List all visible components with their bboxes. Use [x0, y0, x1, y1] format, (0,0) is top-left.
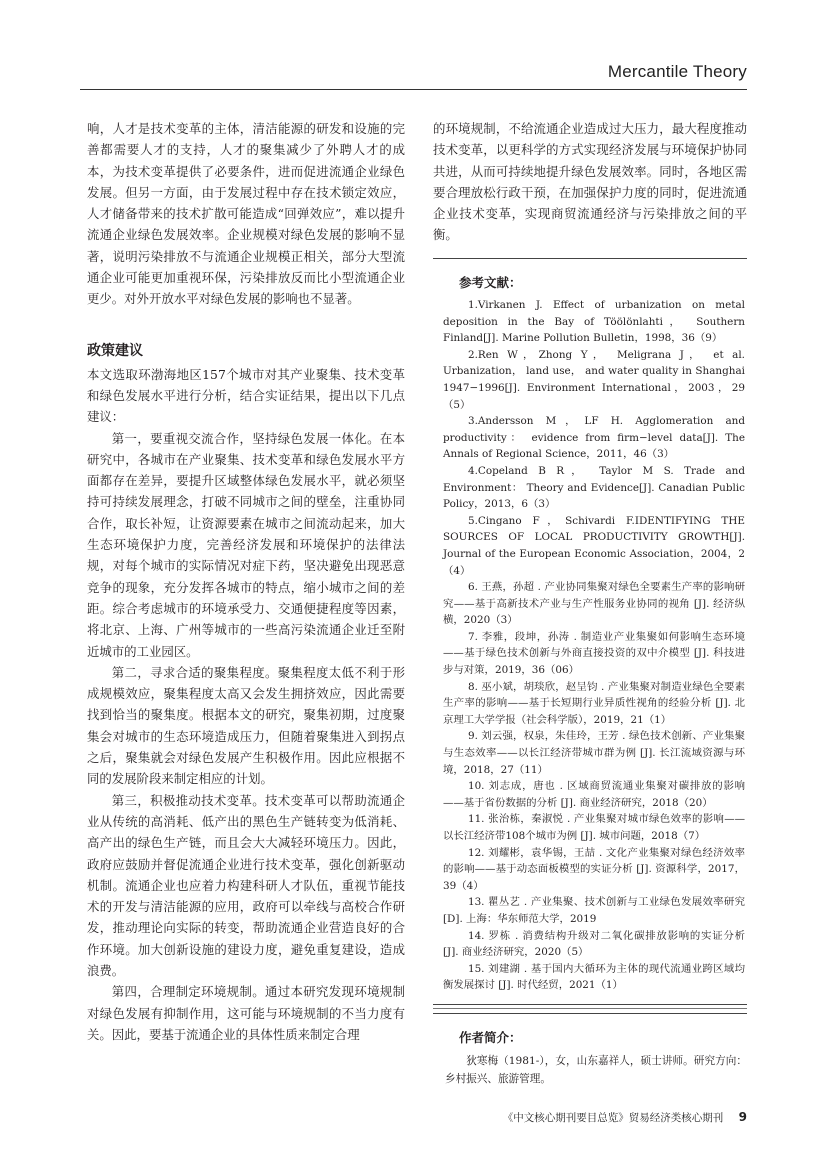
- footer-journal-note: 《中文核心期刊要目总览》贸易经济类核心期刊: [502, 1112, 724, 1124]
- reference-item: 3.Andersson M，LF H. Agglomeration and productivity： evidence from firm−level data[J]. The Annals of Regional Science，2011，46（3）: [443, 415, 745, 461]
- page-number: 9: [738, 1110, 747, 1124]
- paragraph-continued: 响，人才是技术变革的主体，清洁能源的研发和设施的完善都需要人才的支持，人才的聚集减少了外聘人才的成本，为技术变革提供了必要条件，进而促进流通企业绿色发展。但另一方面，由于发展过程中存在技术锁定效应，人才储备带来的技术扩散可能造成“回弹效应”，难以提升流通企业绿色发展效率。企业规模对绿色发展的影响不显著，说明污染排放不与流通企业规模正相关，部分大型流通企业可能更加重视环保，污染排放反而比小型流通企业更少。对外开放水平对绿色发展的影响也不显著。: [87, 121, 405, 307]
- divider: [433, 1004, 747, 1005]
- reference-item: 13. 瞿丛艺 . 产业集聚、技术创新与工业绿色发展效率研究 [D]. 上海：华东师范大学，2019: [443, 896, 745, 925]
- reference-item: 12. 刘耀彬，袁华锡，王喆 . 文化产业集聚对绿色经济效率的影响——基于动态面板模型的实证分析 [J]. 资源科学，2017，39（4）: [443, 846, 745, 892]
- reference-item: 6. 王燕，孙超 . 产业协同集聚对绿色全要素生产率的影响研究——基于高新技术产业与生产性服务业协同的视角 [J]. 经济纵横，2020（3）: [443, 581, 745, 627]
- section-title: 政策建议: [87, 342, 143, 359]
- references-list: [433, 297, 747, 994]
- references-top-rule: [433, 258, 747, 259]
- header-rule: [80, 89, 747, 90]
- author-bio: 狄寒梅（1981-），女，山东嘉祥人，硕士讲师。研究方向：乡村振兴、旅游管理。: [445, 1055, 747, 1085]
- reference-item: 14. 罗栋 . 消费结构升级对二氧化碳排放影响的实证分析 [J]. 商业经济研究，2020（5）: [443, 929, 745, 959]
- reference-item: 5.Cingano F，Schivardi F.IDENTIFYING THE SOURCES OF LOCAL PRODUCTIVITY GROWTH[J]. Journal of the European Economic Association，2004，2（4）: [443, 514, 745, 577]
- recommendation-2: 第二，寻求合适的聚集程度。聚集程度太低不利于形成规模效应，聚集程度太高又会发生拥挤效应，因此需要找到恰当的聚集度。根据本文的研究，聚集初期，过度聚集会对城市的生态环境造成压力，但随着聚集进入到拐点之后，聚集就会对绿色发展产生积极作用。因此应根据不同的发展阶段来制定相应的计划。: [87, 664, 405, 787]
- right-column: [433, 118, 747, 246]
- recommendation-1: 第一，要重视交流合作，坚持绿色发展一体化。在本研究中，各城市在产业聚集、技术变革和绿色发展水平方面都存在差异，要提升区域整体绿色发展水平，就必须坚持可持续发展理念，打破不同城市之间的壁垒，注重协同合作，取长补短，让资源要素在城市之间流动起来，加大生态环境保护力度，完善经济发展和环境保护的法律法规，对每个城市的实际情况对症下药，坚决避免出现恶意竞争的现象，充分发挥各城市的特点，缩小城市之间的差距。综合考虑城市的环境承受力、交通便捷程度等因素，将北京、上海、广州等城市的一些高污染流通企业迁至附近城市的工业园区。: [87, 430, 405, 659]
- author-box: [433, 1013, 747, 1088]
- journal-title: Mercantile Theory: [607, 62, 747, 81]
- references-heading: 参考文献：: [459, 275, 522, 290]
- reference-item: 4.Copeland B R， Taylor M S. Trade and Environment： Theory and Evidence[J]. Canadian Public Policy，2013，6（3）: [443, 464, 745, 511]
- references-box: [433, 258, 747, 1009]
- left-column: [87, 118, 405, 1045]
- reference-item: 1.Virkanen J. Effect of urbanization on metal deposition in the Bay of Töölönlahti， Southern Finland[J]. Marine Pollution Bulletin，1998，36（9）: [443, 299, 745, 345]
- recommendation-3: 第三，积极推动技术变革。技术变革可以帮助流通企业从传统的高消耗、低产出的黑色生产链转变为低消耗、高产出的绿色生产链，而且会大大减轻环境压力。因此，政府应鼓励并督促流通企业进行技术变革，强化创新驱动机制。流通企业也应着力构建科研人才队伍，重视节能技术的开发与清洁能源的应用，政府可以牵线与高校合作研发，推动理论向实际的转变，帮助流通企业营造良好的合作环境。加大创新设施的建设力度，避免重复建设，造成浪费。: [87, 792, 405, 978]
- reference-item: 7. 李雅，段坤，孙涛 . 制造业产业集聚如何影响生态环境——基于绿色技术创新与外商直接投资的双中介模型 [J]. 科技进步与对策，2019，36（06）: [443, 630, 745, 677]
- author-heading: 作者简介：: [459, 1030, 522, 1045]
- paragraph-continued-right: 的环境规制，不给流通企业造成过大压力，最大程度推动技术变革，以更科学的方式实现经济发展与环境保护协同共进，从而可持续地提升绿色发展效率。同时，各地区需要合理放松行政干预，在加强保护力度的同时，促进流通企业技术变革，实现商贸流通经济与污染排放之间的平衡。: [433, 121, 747, 243]
- divider: [433, 1008, 747, 1009]
- recommendation-4: 第四，合理制定环境规制。通过本研究发现环境规制对绿色发展有抑制作用，这可能与环境规制的不当力度有关。因此，要基于流通企业的具体性质来制定合理: [87, 984, 405, 1042]
- reference-item: 11. 张治栋，秦淑悦 . 产业集聚对城市绿色效率的影响——以长江经济带108个城市为例 [J]. 城市问题，2018（7）: [443, 813, 745, 842]
- section-intro: 本文选取环渤海地区157个城市对其产业聚集、技术变革和绿色发展水平进行分析，结合实证结果，提出以下几点建议：: [87, 366, 405, 425]
- reference-item: 2.Ren W，Zhong Y， Meligrana J， et al. Urbanization， land use， and water quality in Shanghai 1947−1996[J]. Environment International，2003，29（5）: [443, 348, 745, 411]
- author-top-rule: [433, 1013, 747, 1014]
- reference-item: 8. 巫小斌，胡琰欣，赵呈钧 . 产业集聚对制造业绿色全要素生产率的影响——基于长短期行业异质性视角的经验分析 [J]. 北京理工大学学报（社会科学版），2019，21（1）: [443, 680, 745, 726]
- reference-item: 10. 刘志成，唐也 . 区域商贸流通业集聚对碳排放的影响——基于省份数据的分析 [J]. 商业经济研究，2018（20）: [443, 780, 745, 809]
- reference-item: 15. 刘建湖 . 基于国内大循环为主体的现代流通业跨区域均衡发展探讨 [J]. 时代经贸，2021（1）: [443, 962, 745, 992]
- reference-item: 9. 刘云强，权泉，朱佳玲，王芳 . 绿色技术创新、产业集聚与生态效率——以长江经济带城市群为例 [J]. 长江流域资源与环境，2018，27（11）: [443, 730, 745, 776]
- references-bottom-rules: [433, 1004, 747, 1009]
- page-footer: [503, 1110, 747, 1125]
